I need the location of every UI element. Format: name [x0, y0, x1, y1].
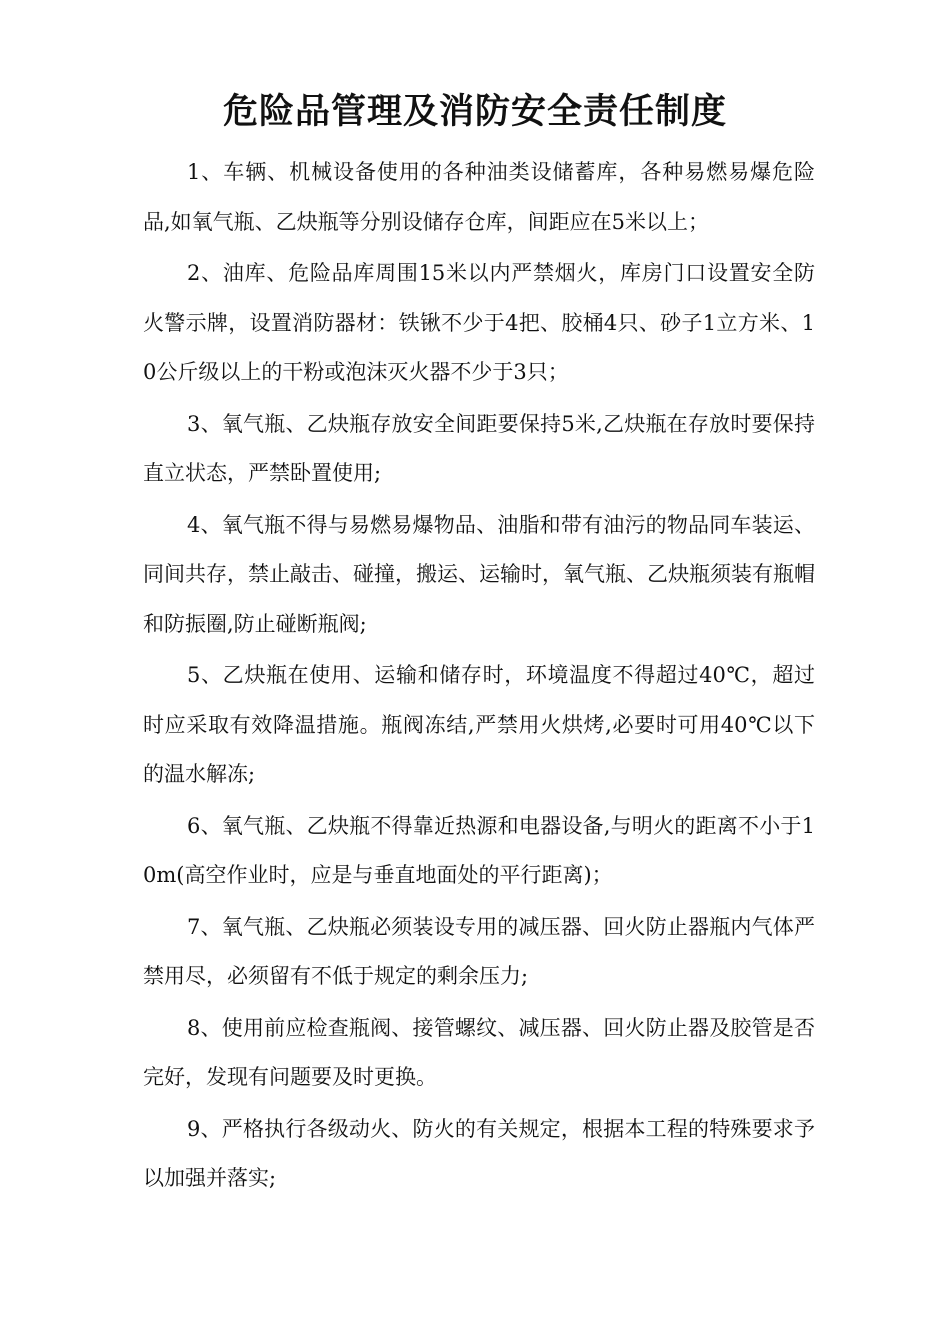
clause-1: 1、车辆、机械设备使用的各种油类设储蓄库，各种易燃易爆危险品,如氧气瓶、乙炔瓶等分别设储存仓库，间距应在5米以上；	[143, 160, 815, 234]
clause-5: 5、乙炔瓶在使用、运输和储存时，环境温度不得超过40℃，超过时应采取有效降温措施。瓶阀冻结,严禁用火烘烤,必要时可用40℃以下的温水解冻;	[143, 663, 815, 786]
clause-6: 6、氧气瓶、乙炔瓶不得靠近热源和电器设备,与明火的距离不小于10m(高空作业时，应是与垂直地面处的平行距离)；	[143, 813, 815, 887]
document-body	[143, 148, 815, 1206]
clause-9: 9、严格执行各级动火、防火的有关规定，根据本工程的特殊要求予以加强并落实;	[143, 1116, 815, 1190]
clause-8: 8、使用前应检查瓶阀、接管螺纹、减压器、回火防止器及胶管是否完好，发现有问题要及时更换。	[143, 1015, 815, 1089]
clause-2: 2、油库、危险品库周围15米以内严禁烟火，库房门口设置安全防火警示牌，设置消防器材：铁锹不少于4把、胶桶4只、砂子1立方米、10公斤级以上的干粉或泡沫灭火器不少于3只；	[143, 261, 815, 384]
document-title: 危险品管理及消防安全责任制度	[222, 92, 727, 132]
clause-4: 4、氧气瓶不得与易燃易爆物品、油脂和带有油污的物品同车装运、同间共存，禁止敲击、碰撞，搬运、运输时，氧气瓶、乙炔瓶须装有瓶帽和防振圈,防止碰断瓶阀;	[143, 512, 815, 636]
clause-7: 7、氧气瓶、乙炔瓶必须装设专用的减压器、回火防止器瓶内气体严禁用尽，必须留有不低于规定的剩余压力;	[143, 914, 815, 988]
clause-3: 3、氧气瓶、乙炔瓶存放安全间距要保持5米,乙炔瓶在存放时要保持直立状态，严禁卧置使用;	[143, 411, 815, 485]
